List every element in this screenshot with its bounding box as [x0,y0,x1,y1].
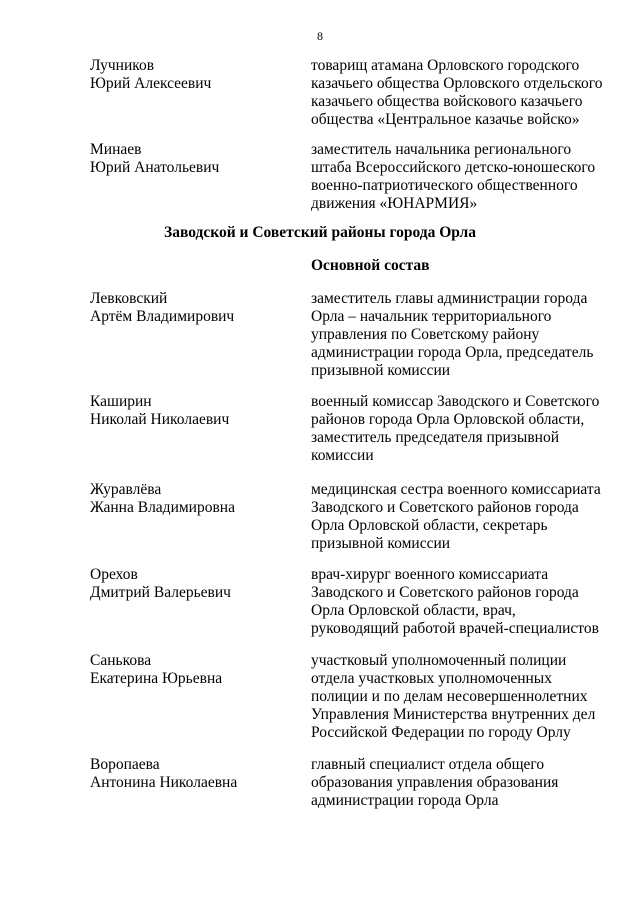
role-line: отдела участковых уполномоченных [311,670,552,687]
member-surname: Минаев [90,141,142,158]
member-surname: Каширин [90,393,152,410]
member-name [90,566,300,602]
role-line: администрации города Орла [311,792,499,809]
role-line: заместитель начальника регионального [311,141,572,158]
role-line: общества «Центральное казачье войско» [311,111,580,128]
member-role [311,393,611,465]
role-line: Заводского и Советского районов города [311,584,579,601]
member-surname: Лучников [90,57,155,74]
role-line: районов города Орла Орловской области, [311,411,585,428]
role-line: заместитель главы администрации города [311,290,588,307]
role-line: казачьего общества Орловского отдельского [311,75,603,92]
role-line: товарищ атамана Орловского городского [311,57,580,74]
role-line: Заводского и Советского районов города [311,499,579,516]
role-line: Управления Министерства внутренних дел [311,706,596,723]
member-role [311,566,611,638]
member-given-name: Артём Владимирович [90,308,235,325]
member-name [90,756,300,792]
role-line: администрации города Орла, председатель [311,344,594,361]
member-given-name: Екатерина Юрьевна [90,670,223,687]
member-role [311,290,611,380]
role-line: призывной комиссии [311,362,451,379]
role-line: комиссии [311,447,374,464]
role-line: полиции и по делам несовершеннолетних [311,688,588,705]
member-given-name: Жанна Владимировна [90,499,235,516]
member-role [311,756,611,810]
member-surname: Санькова [90,652,152,669]
member-name [90,652,300,688]
member-name [90,57,300,93]
subsection-heading: Основной состав [311,257,430,274]
member-role [311,57,611,129]
role-line: участковый уполномоченный полиции [311,652,567,669]
role-line: движения «ЮНАРМИЯ» [311,195,478,212]
role-line: главный специалист отдела общего [311,756,545,773]
section-heading: Заводской и Советский районы города Орла [164,224,476,241]
role-line: Орла Орловской области, врач, [311,602,516,619]
member-name [90,393,300,429]
member-given-name: Антонина Николаевна [90,774,238,791]
member-surname: Журавлёва [90,481,162,498]
role-line: врач-хирург военного комиссариата [311,566,549,583]
member-name [90,481,300,517]
role-line: призывной комиссии [311,535,451,552]
role-line: Российской Федерации по городу Орлу [311,724,571,741]
role-line: управления по Советскому району [311,326,540,343]
member-given-name: Николай Николаевич [90,411,230,428]
role-line: штаба Всероссийского детско-юношеского [311,159,596,176]
member-surname: Левковский [90,290,168,307]
role-line: Орла Орловской области, секретарь [311,517,548,534]
role-line: руководящий работой врачей-специалистов [311,620,599,637]
role-line: казачьего общества войскового казачьего [311,93,583,110]
member-given-name: Юрий Анатольевич [90,159,220,176]
role-line: образования управления образования [311,774,559,791]
member-given-name: Юрий Алексеевич [90,75,212,92]
role-line: Орла – начальник территориального [311,308,552,325]
member-name [90,290,300,326]
role-line: заместитель председателя призывной [311,429,559,446]
role-line: военно-патриотического общественного [311,177,578,194]
role-line: военный комиссар Заводского и Советского [311,393,600,410]
member-name [90,141,300,177]
page-number: 8 [317,29,323,43]
member-role [311,652,611,742]
member-role [311,141,611,213]
member-role [311,481,611,553]
member-given-name: Дмитрий Валерьевич [90,584,231,601]
member-surname: Орехов [90,566,138,583]
role-line: медицинская сестра военного комиссариата [311,481,601,498]
member-surname: Воропаева [90,756,160,773]
